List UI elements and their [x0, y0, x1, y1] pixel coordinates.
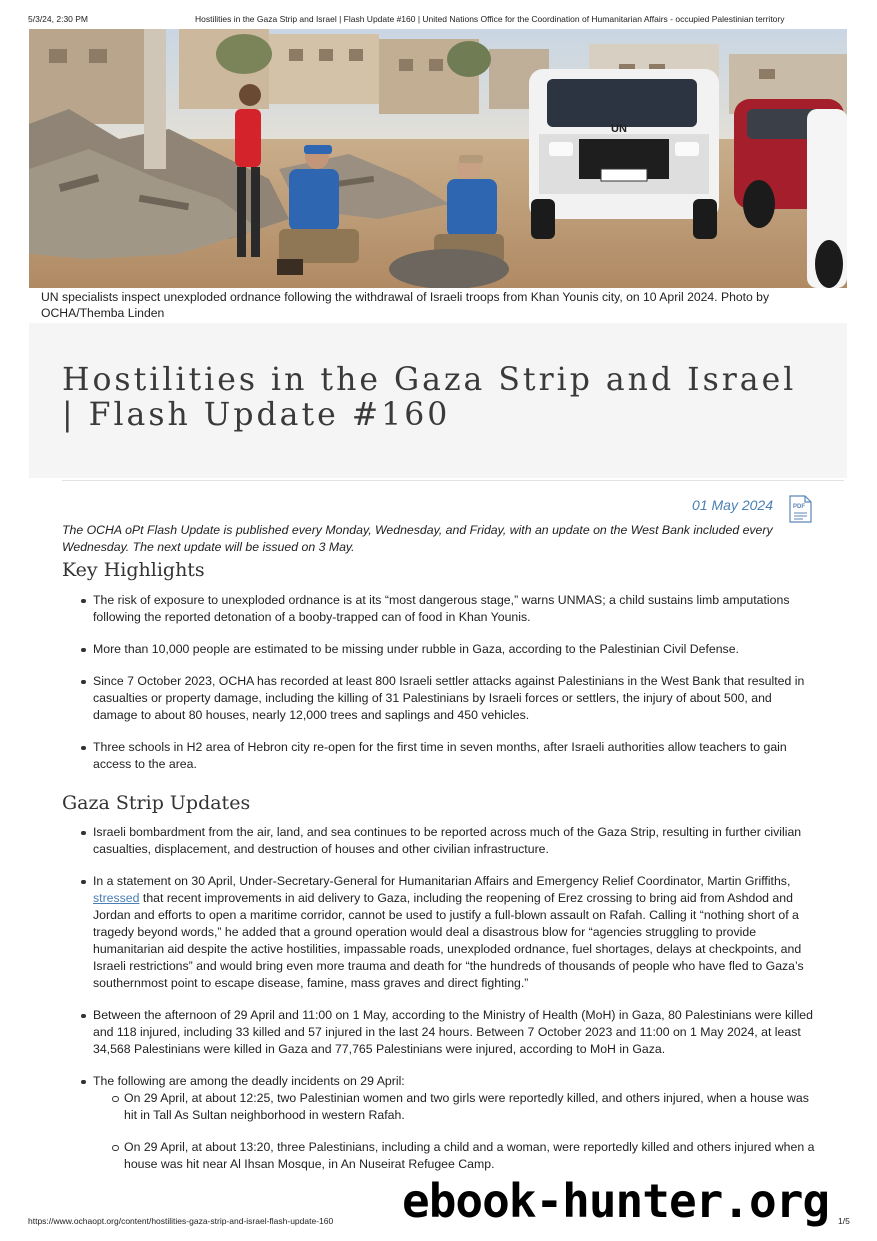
pdf-download-icon[interactable]	[789, 495, 812, 523]
gaza-updates-list	[93, 824, 815, 1173]
key-highlights-heading: Key Highlights	[62, 559, 205, 581]
list-item: Three schools in H2 area of Hebron city re-open for the first time in seven months, after Israeli authorities allow teachers to gain access to the area.	[93, 739, 815, 773]
page-number: 1/5	[838, 1216, 850, 1226]
stressed-link[interactable]: stressed	[93, 891, 140, 905]
statement-text-after: that recent improvements in aid delivery to Gaza, including the reopening of Erez crossing to bring aid from Ashdod and Jordan and efforts to open a maritime corridor, cannot be used to justify a full-blown assault on Rafah. Calling it “nothing short of a tragedy beyond words,” he added that a ground operation would deal a disastrous blow for “agencies struggling to provide humanitarian aid despite the active hostilities, impassable roads, unexploded ordnance, fuel shortages, delays at checkpoints, and Israeli restrictions” and would bring even more trauma and death for “the hundreds of thousands of people who have fled to Gaza’s southernmost point to escape disease, famine, mass graves and direct fighting.”	[93, 891, 804, 990]
incidents-intro: The following are among the deadly incidents on 29 April:	[93, 1074, 405, 1088]
hero-photo	[29, 29, 847, 288]
print-header	[28, 14, 849, 26]
page-title: Hostilities in the Gaza Strip and Israel | Flash Update #160	[62, 362, 797, 433]
title-banner	[29, 323, 847, 478]
print-page-title: Hostilities in the Gaza Strip and Israel | Flash Update #160 | United Nations Office for the Coordination of Humanitarian Affairs - occupied Palestinian territory	[195, 14, 785, 24]
incidents-sublist	[93, 1090, 815, 1173]
photo-caption: UN specialists inspect unexploded ordnance following the withdrawal of Israeli troops from Khan Younis city, on 10 April 2024. Photo by OCHA/Themba Linden	[41, 290, 770, 320]
sub-list-item: On 29 April, at about 13:20, three Palestinians, including a child and a woman, were reportedly killed and others injured when a house was hit near Al Ihsan Mosque, in An Nuseirat Refugee Camp.	[124, 1140, 815, 1171]
watermark-logo: ebook-hunter.org	[402, 1174, 830, 1228]
vehicle-marking: UN	[611, 123, 627, 135]
list-item	[93, 873, 815, 992]
sub-list-item: On 29 April, at about 12:25, two Palestinian women and two girls were reportedly killed, and others injured, when a house was hit in Tall As Sultan neighborhood in western Rafah.	[124, 1090, 815, 1124]
list-item: More than 10,000 people are estimated to be missing under rubble in Gaza, according to the Palestinian Civil Defense.	[93, 641, 815, 658]
list-item: Since 7 October 2023, OCHA has recorded at least 800 Israeli settler attacks against Palestinians in the West Bank that resulted in casualties or property damage, including the killing of 31 Palestinians by Israeli forces or settlers, the injury of about 500, and damage to about 80 houses, nearly 12,000 trees and saplings and 450 vehicles.	[93, 673, 815, 724]
publication-date: 01 May 2024	[692, 497, 773, 513]
key-highlights-list	[93, 592, 815, 773]
list-item: Between the afternoon of 29 April and 11:00 on 1 May, according to the Ministry of Health (MoH) in Gaza, 80 Palestinians were killed and 118 injured, including 33 killed and 57 injured in the last 24 hours. Between 7 October 2023 and 11:00 on 1 May 2024, at least 34,568 Palestinians were killed in Gaza and 77,765 Palestinians were injured, according to MoH in Gaza.	[93, 1008, 813, 1056]
pdf-label: PDF	[793, 504, 805, 510]
print-footer-url: https://www.ochaopt.org/content/hostilities-gaza-strip-and-israel-flash-update-160	[28, 1216, 334, 1226]
intro-note: The OCHA oPt Flash Update is published every Monday, Wednesday, and Friday, with an update on the West Bank included every Wednesday. The next update will be issued on 3 May.	[62, 523, 773, 554]
gaza-updates-heading: Gaza Strip Updates	[62, 792, 251, 814]
print-datetime: 5/3/24, 2:30 PM	[28, 14, 89, 24]
statement-text-before: In a statement on 30 April, Under-Secretary-General for Humanitarian Affairs and Emergency Relief Coordinator, Martin Griffiths,	[93, 874, 791, 888]
list-item: The risk of exposure to unexploded ordnance is at its “most dangerous stage,” warns UNMAS; a child sustains limb amputations following the reported detonation of a booby-trapped can of food in Khan Younis.	[93, 592, 815, 626]
title-divider	[62, 480, 844, 481]
list-item	[93, 1073, 815, 1173]
list-item: Israeli bombardment from the air, land, and sea continues to be reported across much of the Gaza Strip, resulting in further civilian casualties, displacement, and destruction of houses and other civilian infrastructure.	[93, 824, 815, 858]
